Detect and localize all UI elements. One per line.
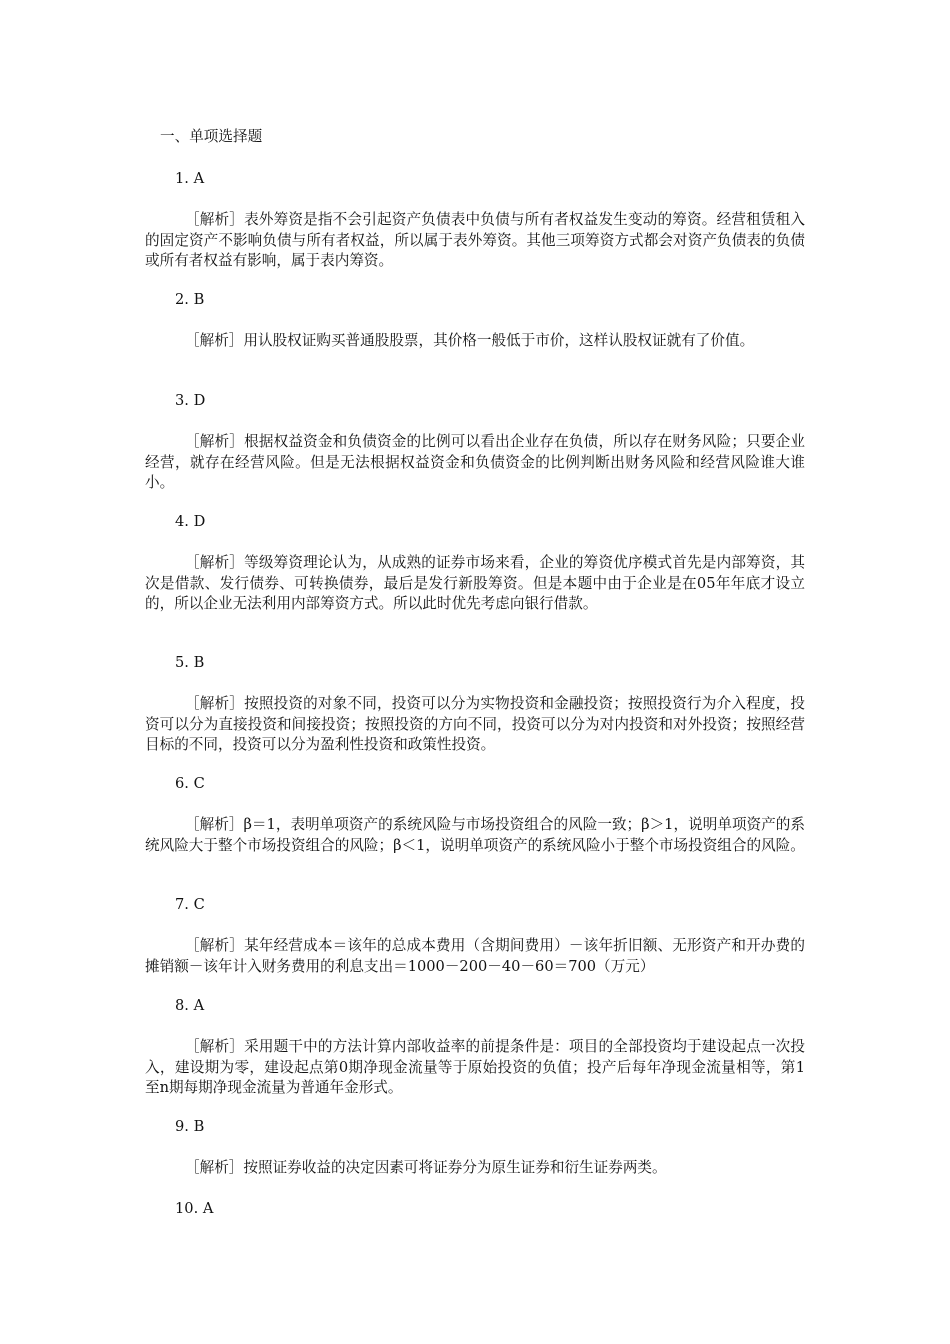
answer-10: 10. A xyxy=(175,1200,214,1217)
analysis-5: ［解析］按照投资的对象不同，投资可以分为实物投资和金融投资；按照投资行为介入程度，投资可以分为直接投资和间接投资；按照投资的方向不同，投资可以分为对内投资和对外投资；按照经营目标的不同，投资可以分为盈利性投资和政策性投资。 xyxy=(145,695,805,753)
analysis-8: ［解析］采用题干中的方法计算内部收益率的前提条件是：项目的全部投资均于建设起点一次投入，建设期为零，建设起点第0期净现金流量等于原始投资的负值；投产后每年净现金流量相等，第1至n期每期净现金流量为普通年金形式。 xyxy=(145,1038,805,1096)
answer-2: 2. B xyxy=(175,291,205,308)
answer-9: 9. B xyxy=(175,1118,205,1135)
analysis-1: ［解析］表外筹资是指不会引起资产负债表中负债与所有者权益发生变动的筹资。经营租赁租入的固定资产不影响负债与所有者权益，所以属于表外筹资。其他三项筹资方式都会对资产负债表的负债或所有者权益有影响，属于表内筹资。 xyxy=(145,211,805,269)
analysis-4: ［解析］等级筹资理论认为，从成熟的证券市场来看，企业的筹资优序模式首先是内部筹资，其次是借款、发行债券、可转换债券，最后是发行新股筹资。但是本题中由于企业是在05年年底才设立的，所以企业无法利用内部筹资方式。所以此时优先考虑向银行借款。 xyxy=(145,554,805,612)
answer-1: 1. A xyxy=(175,170,205,187)
answer-8: 8. A xyxy=(175,997,205,1014)
analysis-3: ［解析］根据权益资金和负债资金的比例可以看出企业存在负债，所以存在财务风险；只要企业经营，就存在经营风险。但是无法根据权益资金和负债资金的比例判断出财务风险和经营风险谁大谁小。 xyxy=(145,433,805,491)
answer-6: 6. C xyxy=(175,775,205,792)
answer-4: 4. D xyxy=(175,513,206,530)
answer-3: 3. D xyxy=(175,392,206,409)
answer-5: 5. B xyxy=(175,654,205,671)
section-title: 一、单项选择题 xyxy=(160,128,263,145)
answer-7: 7. C xyxy=(175,896,205,913)
analysis-6: ［解析］β＝1，表明单项资产的系统风险与市场投资组合的风险一致；β＞1，说明单项资产的系统风险大于整个市场投资组合的风险；β＜1，说明单项资产的系统风险小于整个市场投资组合的风险。 xyxy=(145,816,805,854)
analysis-2: ［解析］用认股权证购买普通股股票，其价格一般低于市价，这样认股权证就有了价值。 xyxy=(185,332,755,349)
analysis-7: ［解析］某年经营成本＝该年的总成本费用（含期间费用）－该年折旧额、无形资产和开办费的摊销额－该年计入财务费用的利息支出＝1000－200－40－60＝700（万元） xyxy=(145,937,805,975)
analysis-9: ［解析］按照证券收益的决定因素可将证券分为原生证券和衍生证券两类。 xyxy=(185,1159,667,1176)
